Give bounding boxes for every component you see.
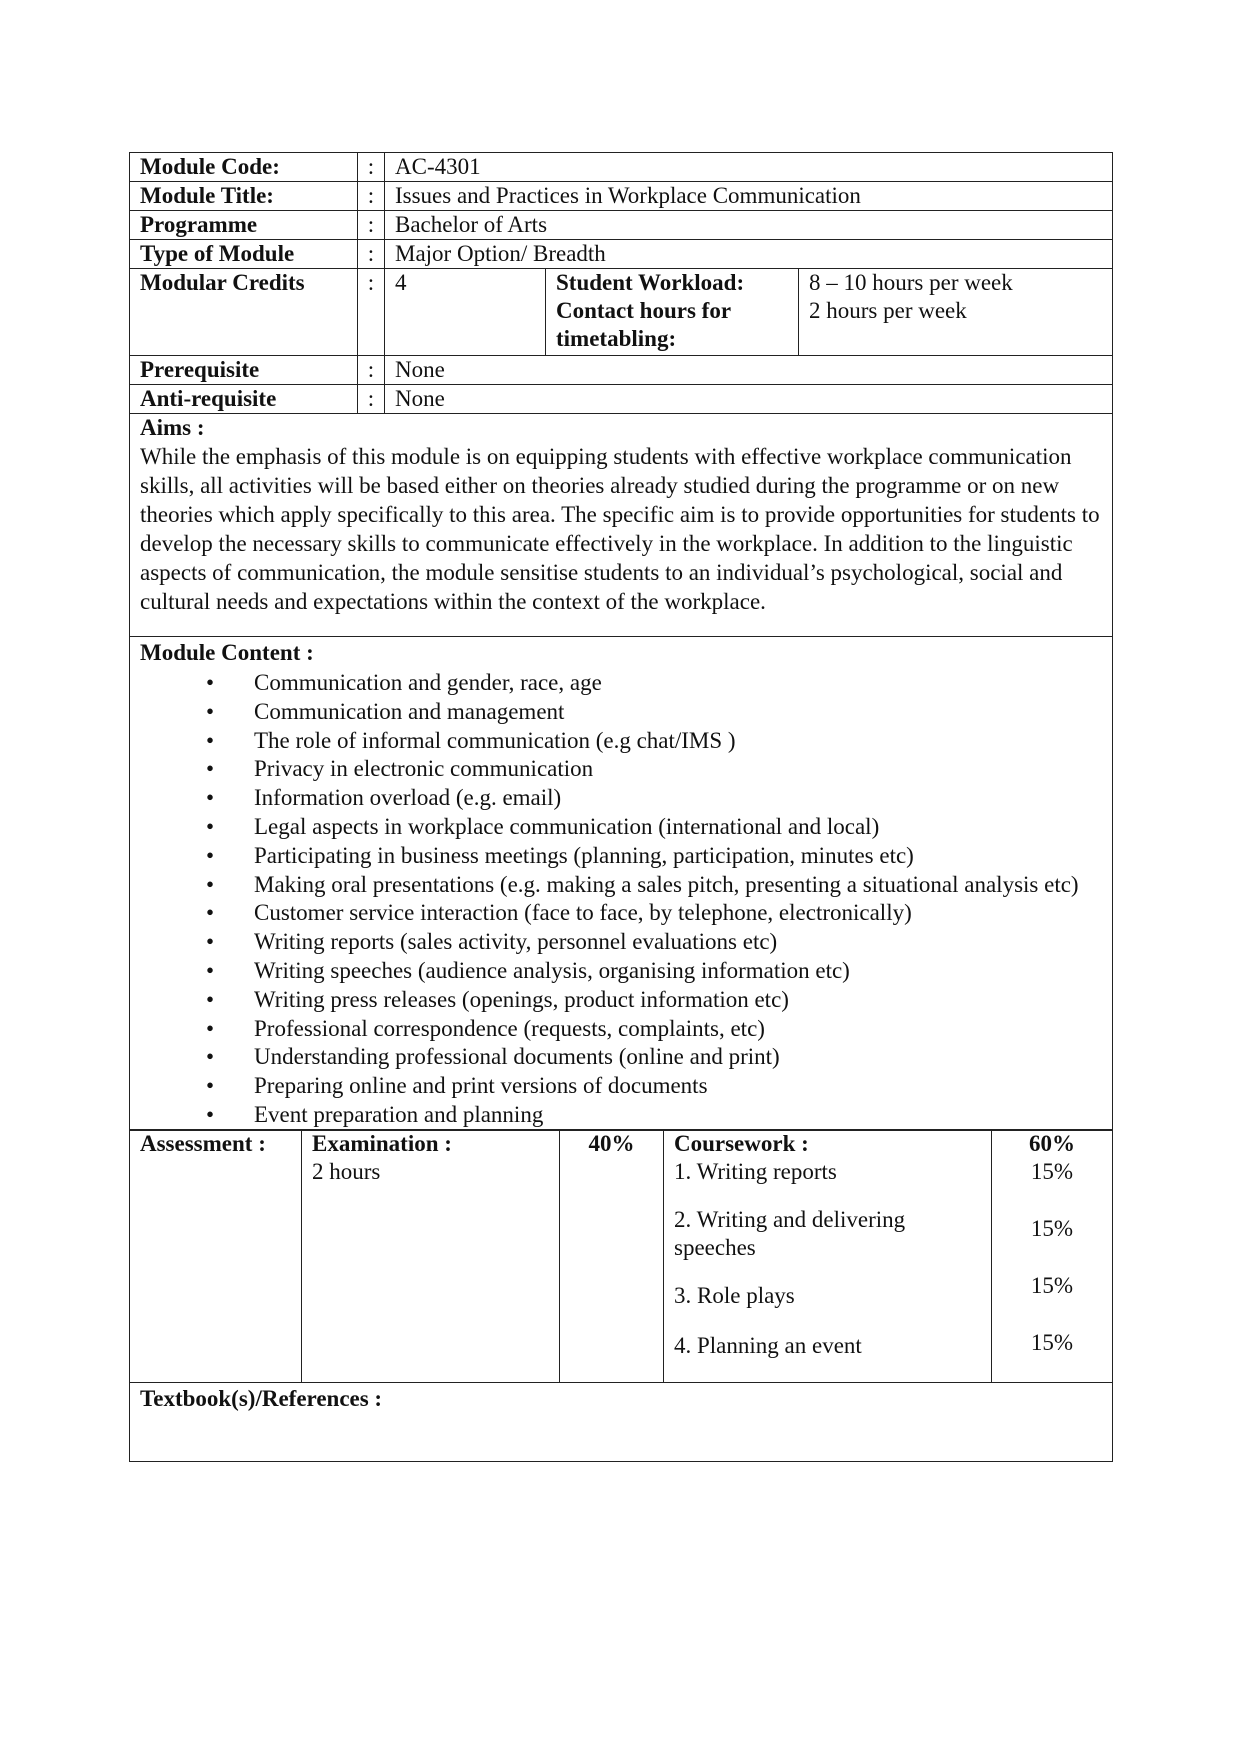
prerequisite-label: Prerequisite: [130, 356, 358, 385]
module-code-label: Module Code:: [130, 153, 358, 182]
module-type-value: Major Option/ Breadth: [385, 240, 1113, 269]
module-type-row: [130, 240, 1113, 269]
module-content-label: Module Content :: [140, 640, 314, 665]
aims-label: Aims :: [140, 415, 205, 440]
credits-label: Modular Credits: [130, 269, 358, 356]
list-item: • Information overload (e.g. email): [243, 784, 1102, 813]
coursework-item-2-weight: 15%: [1030, 1216, 1074, 1242]
colon: :: [358, 385, 385, 414]
coursework-item-1-weight: 15%: [1030, 1159, 1074, 1185]
aims-cell: [130, 414, 1113, 637]
module-info-table: [129, 152, 1113, 1131]
list-item: • Legal aspects in workplace communication (international and local): [243, 813, 1102, 842]
student-workload-value: 8 – 10 hours per week: [809, 270, 1013, 295]
student-workload-label: Student Workload:: [556, 270, 745, 295]
credits-row: [130, 269, 1113, 356]
list-item: • Customer service interaction (face to face, by telephone, electronically): [243, 899, 1102, 928]
list-item: • Communication and gender, race, age: [243, 669, 1102, 698]
module-title-value: Issues and Practices in Workplace Communication: [385, 182, 1113, 211]
aims-row: [130, 414, 1113, 637]
prerequisite-row: [130, 356, 1113, 385]
aims-text: While the emphasis of this module is on equipping students with effective workplace communication skills, all activities will be based either on theories already studied during the programme or on new theories which apply specifically to this area. The specific aim is to provide opportunities for students to develop the necessary skills to communicate effectively in the workplace. In addition to the linguistic aspects of communication, the module sensitise students to an individual’s psychological, social and cultural needs and expectations within the context of the workplace.: [140, 444, 1100, 614]
list-item: • Writing speeches (audience analysis, organising information etc): [243, 957, 1102, 986]
colon: :: [358, 153, 385, 182]
contact-hours-label: Contact hours for timetabling:: [556, 298, 731, 351]
coursework-item-3: 3. Role plays: [674, 1283, 795, 1309]
references-label: Textbook(s)/References :: [130, 1382, 1113, 1461]
workload-labels: [546, 269, 799, 356]
list-item: • Preparing online and print versions of documents: [243, 1072, 1102, 1101]
coursework-label: Coursework :: [674, 1131, 809, 1157]
colon: :: [358, 269, 385, 356]
examination-duration: 2 hours: [312, 1159, 381, 1185]
module-content-row: [130, 637, 1113, 1131]
list-item: • The role of informal communication (e.g chat/IMS ): [243, 727, 1102, 756]
anti-requisite-value: None: [385, 385, 1113, 414]
colon: :: [358, 240, 385, 269]
assessment-table: [129, 1129, 1113, 1383]
module-descriptor: [129, 152, 1113, 1462]
programme-row: [130, 211, 1113, 240]
credits-value: 4: [385, 269, 546, 356]
list-item: • Event preparation and planning: [243, 1101, 1102, 1130]
list-item: • Professional correspondence (requests, complaints, etc): [243, 1015, 1102, 1044]
examination-label: Examination :: [312, 1131, 452, 1157]
module-title-row: [130, 182, 1113, 211]
coursework-item-4: 4. Planning an event: [674, 1333, 862, 1359]
coursework-weights: [992, 1130, 1113, 1383]
list-item: • Communication and management: [243, 698, 1102, 727]
coursework-item-4-weight: 15%: [1030, 1330, 1074, 1356]
programme-label: Programme: [130, 211, 358, 240]
module-content-list: [140, 669, 1102, 1130]
module-code-value: AC-4301: [385, 153, 1113, 182]
module-code-row: [130, 153, 1113, 182]
coursework-weight: 60%: [1029, 1131, 1075, 1157]
coursework-item-3-weight: 15%: [1030, 1273, 1074, 1299]
contact-hours-value: 2 hours per week: [809, 298, 967, 323]
list-item: • Privacy in electronic communication: [243, 755, 1102, 784]
references-row: [130, 1382, 1113, 1461]
colon: :: [358, 211, 385, 240]
colon: :: [358, 182, 385, 211]
assessment-row: [130, 1130, 1113, 1383]
programme-value: Bachelor of Arts: [385, 211, 1113, 240]
coursework-item-1: 1. Writing reports: [674, 1159, 837, 1185]
module-type-label: Type of Module: [130, 240, 358, 269]
assessment-label: Assessment :: [130, 1130, 302, 1383]
coursework-cell: [664, 1130, 992, 1383]
module-content-cell: [130, 637, 1113, 1131]
list-item: • Making oral presentations (e.g. making a sales pitch, presenting a situational analysis etc): [243, 871, 1102, 900]
workload-values: [799, 269, 1113, 356]
module-title-label: Module Title:: [130, 182, 358, 211]
list-item: • Participating in business meetings (planning, participation, minutes etc): [243, 842, 1102, 871]
colon: :: [358, 356, 385, 385]
references-table: [129, 1382, 1113, 1462]
anti-requisite-row: [130, 385, 1113, 414]
list-item: • Understanding professional documents (online and print): [243, 1043, 1102, 1072]
examination-cell: [302, 1130, 560, 1383]
list-item: • Writing reports (sales activity, personnel evaluations etc): [243, 928, 1102, 957]
list-item: • Writing press releases (openings, product information etc): [243, 986, 1102, 1015]
examination-weight: 40%: [560, 1130, 664, 1383]
anti-requisite-label: Anti-requisite: [130, 385, 358, 414]
coursework-item-2: 2. Writing and delivering speeches: [674, 1207, 906, 1261]
prerequisite-value: None: [385, 356, 1113, 385]
